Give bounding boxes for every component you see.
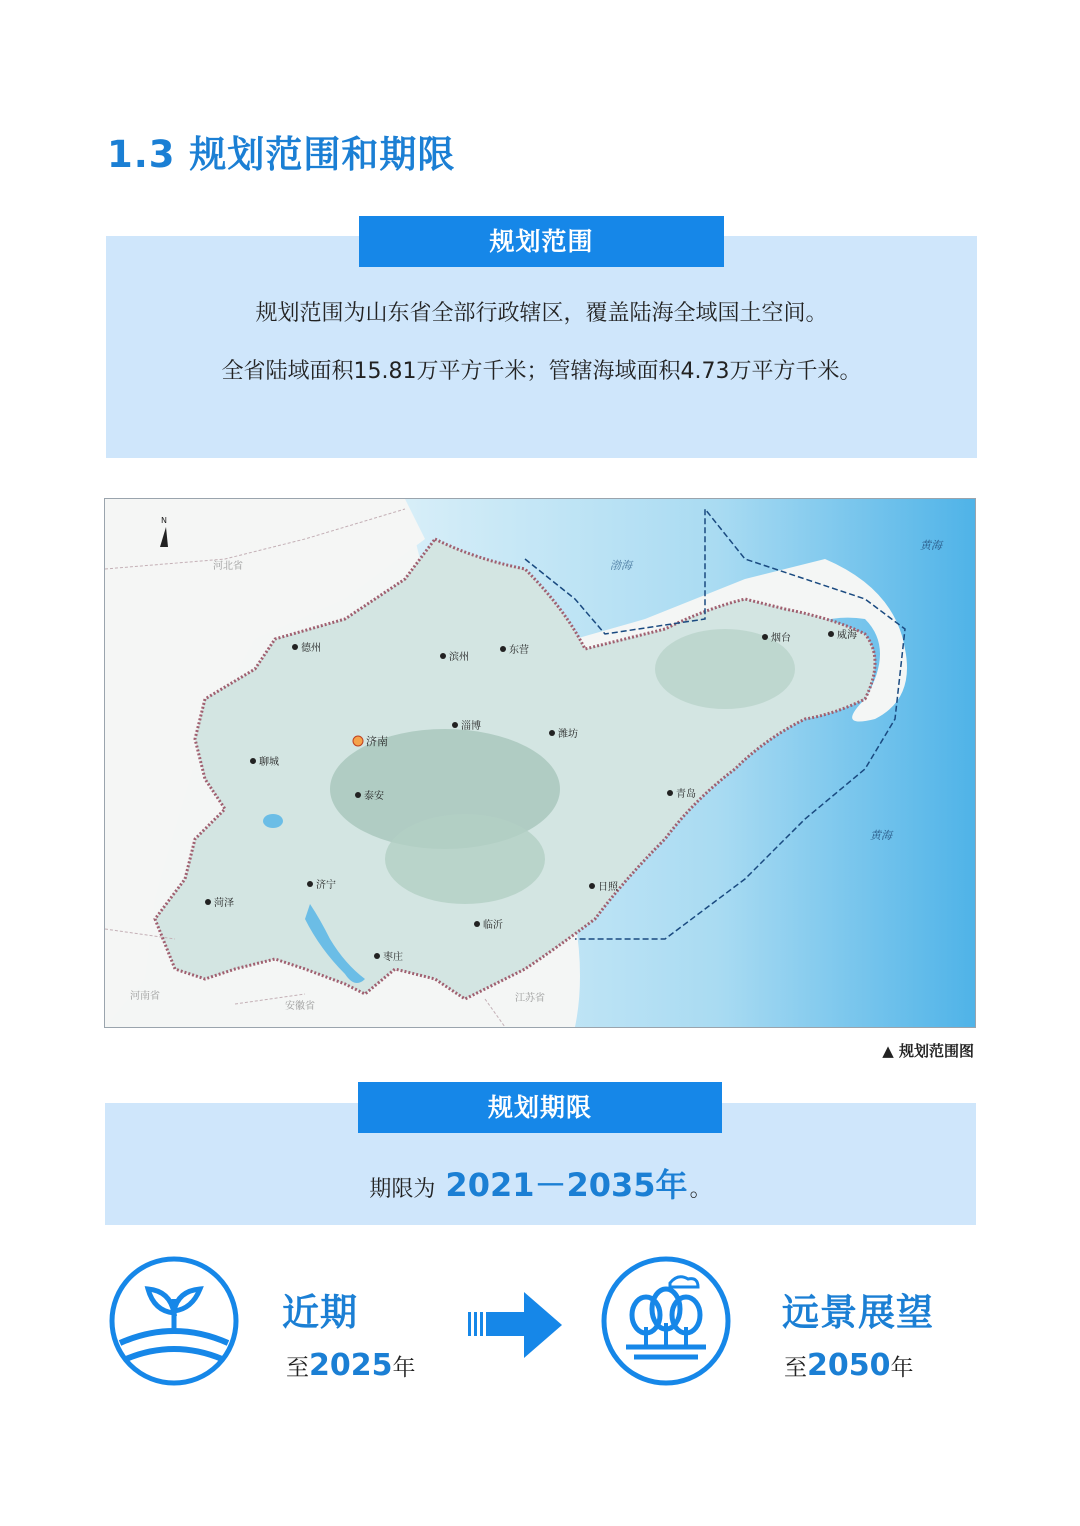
mountain-area-south xyxy=(385,814,545,904)
svg-text:枣庄: 枣庄 xyxy=(383,952,403,963)
near-term-title: 近期 xyxy=(282,1291,358,1334)
label-huanghai-north: 黄海 xyxy=(920,539,942,552)
label-henan: 河南省 xyxy=(130,991,160,1002)
long-term-year xyxy=(784,1348,914,1383)
svg-text:日照: 日照 xyxy=(598,882,618,893)
svg-text:济南: 济南 xyxy=(366,735,388,748)
near-term-year-value: 2025 xyxy=(309,1348,393,1383)
capital-marker xyxy=(353,734,388,748)
arrow-right-icon xyxy=(468,1292,564,1358)
section-title: 1.3 规划范围和期限 xyxy=(107,133,456,176)
long-term-year-prefix: 至 xyxy=(784,1355,807,1381)
lake-dongping xyxy=(263,814,283,828)
planning-scope-map xyxy=(104,498,976,1028)
svg-text:泰安: 泰安 xyxy=(364,791,384,802)
long-term-title: 远景展望 xyxy=(782,1291,934,1334)
scope-text-line-1: 规划范围为山东省全部行政辖区，覆盖陆海全域国土空间。 xyxy=(255,301,828,326)
map-caption: ▲ 规划范围图 xyxy=(882,1042,974,1060)
svg-text:N: N xyxy=(161,516,167,525)
period-prefix: 期限为 xyxy=(369,1177,436,1202)
period-range: 2021－2035年 xyxy=(445,1166,688,1204)
label-bohai: 渤海 xyxy=(610,559,632,572)
sprout-icon xyxy=(108,1255,240,1387)
scope-text-line-2: 全省陆域面积15.81万平方千米；管辖海域面积4.73万平方千米。 xyxy=(221,359,862,384)
near-term-year xyxy=(286,1348,416,1383)
near-term-year-suffix: 年 xyxy=(392,1355,416,1381)
svg-text:滨州: 滨州 xyxy=(449,652,469,663)
svg-text:潍坊: 潍坊 xyxy=(558,729,578,740)
svg-text:德州: 德州 xyxy=(301,643,321,654)
svg-text:菏泽: 菏泽 xyxy=(214,898,234,909)
svg-text:东营: 东营 xyxy=(509,645,529,656)
label-hebei: 河北省 xyxy=(213,561,243,572)
near-term-year-prefix: 至 xyxy=(286,1355,309,1381)
long-term-year-value: 2050 xyxy=(807,1348,891,1383)
svg-text:青岛: 青岛 xyxy=(676,789,696,800)
label-anhui: 安徽省 xyxy=(285,1001,315,1012)
label-huanghai-south: 黄海 xyxy=(870,829,892,842)
period-suffix: 。 xyxy=(689,1177,712,1202)
svg-text:聊城: 聊城 xyxy=(259,757,279,768)
scope-tab: 规划范围 xyxy=(359,216,724,267)
scope-panel xyxy=(106,236,977,458)
period-tab: 规划期限 xyxy=(358,1082,722,1133)
svg-text:威海: 威海 xyxy=(837,630,857,641)
period-text xyxy=(105,1160,976,1206)
svg-text:济宁: 济宁 xyxy=(316,880,336,891)
svg-text:临沂: 临沂 xyxy=(483,920,503,931)
forest-icon xyxy=(600,1255,732,1387)
label-jiangsu: 江苏省 xyxy=(515,993,545,1004)
svg-text:烟台: 烟台 xyxy=(771,633,791,644)
svg-text:淄博: 淄博 xyxy=(461,721,481,732)
long-term-year-suffix: 年 xyxy=(890,1355,914,1381)
